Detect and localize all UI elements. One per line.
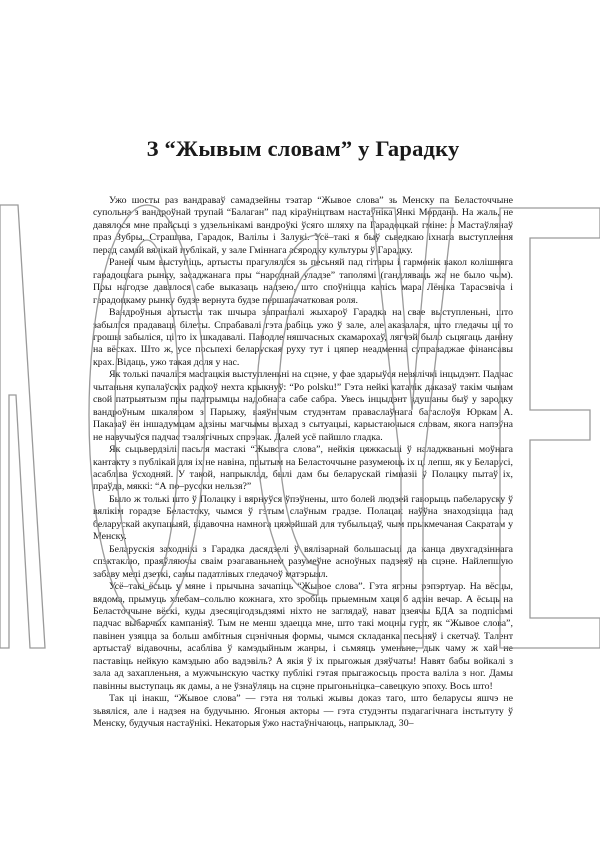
article [93, 135, 513, 730]
article-paragraph: Вандроўныя артысты так шчыра запрашалі жыхароў Гарадка на свае выступленьні, што забыліся прадаваць білеты. Спрабавалі гэта рабіць ужо ў зале, але аказалася, што гледачы ці то грошы забыліся, ці то іх шкадавалі. Паводле няшчасных скамарохаў, лягчэй было сьцягаць даніну на вёсках. Што ж, усе посьпехі беларуская руху тут і цяпер неадменна суправаджае фінансавы крах. Відаць, ужо такая доля у нас. [93, 307, 513, 368]
article-paragraph: Усё–такі ёсьць у мяне і прычына зачапіць “Жывое слова”. Гэта ягоны рэпэртуар. На вёсцы, вядома, прымуць хлебам–сольлю кожнага, хто зробіць прыемным хаця б адзін вечар. А ёсьць на Беласточчыне вёскі, куды дзесяцігодзьдзямі ніхто не заглядаў, нават дзеячы БДА за подпісамі падчас выбарчых кампаніяў. Тым не менш здаецца мне, што такі моцны гурт, як “Жывое слова”, павінен узяцца за больш амбітныя сцэнічныя формы, чымся складанка песьняў і скетчаў. Талент артыстаў відавочны, асабліва ў камэдыйным жанры, і сьмяяць уменьне, дык чаму ж хай не паставіць нейкую камэдыю або вадэвіль? А якія ў іх прыгожыя дзяўчаты! Навят бабы войкалі з зала ад захапленьня, а мужчынскую частку публікі гэтая прыгажосьць проста валіла з ног. Дамы павінны выступаць як дамы, а не ўзнаўляць на сцэне прыгоньніцкa–савецкую эпоху. Вось што! [93, 581, 513, 692]
article-paragraph: Беларускія заходнікі з Гарадка дасядзелі ў вялізарнай большасьці да канца двухгадзіннага спэктаклю, праяўляючы сваім рэагаваньнем разумеўне асноўных падзеяў на сцэне. Найлепшую забаву мелі дзеткі, самы падатлівых гледачоў матэрыял. [93, 543, 513, 580]
article-paragraph: Так ці інакш, “Жывое слова” — гэта ня толькі жывы доказ таго, што беларусы яшчэ не зьвяліся, але і надзея на будучыню. Ягоныя акторы — гэта студэнты пэдагагічнага інстытуту ў Менску, будучыя настаўнікі. Некаторыя ўжо настаўнічаюць, напрыклад, 30– [93, 693, 513, 730]
article-title: З “Жывым словам” у Гарадку [146, 136, 460, 161]
article-paragraph: Як толькі пачаліся мастацкія выступленьні на сцэне, у фае здарыўся невялічкі інцыдэнт. Падчас чытаньня купалаўскіх радкоў нехта крыкнуў: “Po polsku!” Гэта нейкі каталік даказаў такім чынам свой патрыятызм пры падтрымцы надобнага сабе сабра. Увесь інцыдэнт здушаны быў у зародку вандроўным шкаляром з Парыжу, ваяўнічым студэнтам праваслаўнага багаслоўя Юркам А. Паказаў ён іншадумцам адзіны магчымы выхад з сытуацыі, карыстаючыся словам, якога напэўна не навучыўся падчас тэалягічных спрэчак. Далей усё пайшло гладка. [93, 369, 513, 443]
article-paragraph: Як сьцьвердзілі пасьля мастакі “Жывога слова”, нейкія цяжкасьці ў наладжваньні моўнага кантакту з публікай для іх не навіна, прытым на Беласточчыне разумеюць іх ці лепш, як у Беларусі, асабліва ўсходняй. У такой, напрыклад, былі дам бы беларускай гімназіі ў Полацку пытаў іх, праўда, мяккі: “А по–русски нельзя?” [93, 444, 513, 493]
article-paragraph: Ужо шосты раз вандраваў самадзейны тэатар “Жывое слова” зь Менску па Беласточчыне супольна з вандроўнай трупай “Балаган” пад кіраўніцтвам настаўніка Янкі Мордана. На жаль, не давялося мне прайсьці з удзельнікамі вандроўкі ўсяго шляху па Гарадоцкай гміне: з Мастаўлянаў праз Зубры, Страшава, Гарадок, Валілы і Залукі. Усё–такі я быў сьведкаю іхнага выступлення перад самай вялікай публікай, у зале Гміннага асяродку культуры ў Гарадку. [93, 195, 513, 256]
article-paragraph: Было ж толькі што ў Полацку і вярнуўся ўпэўнены, што болей людзей гаворыць пабеларуску ў вялікім горадзе Беластоку, чымся ў гэтым слаўным градзе. Полацак наўўна знаходзіцца пад беларускай акупацыяй, відавочна намнога цяжэйшай для тубыльцаў, чым прыкмечаная Сакратам у Менску. [93, 493, 513, 543]
article-paragraph: Раней чым выступіць, артысты прагуляліся зь песьняй пад гітары і гармонік вакол колішняга гарадоцкага рынку, засаджанага пры “народнай уладзе” таполямі (гандляваць жа не было чым). Пры нагодзе давялося сабе выказаць надзею, што споўніцца калісь мара Лёніка Тарасэвіча і гарадоцкаму рынку будзе вернута будзе першапачатковая роля. [93, 257, 513, 306]
